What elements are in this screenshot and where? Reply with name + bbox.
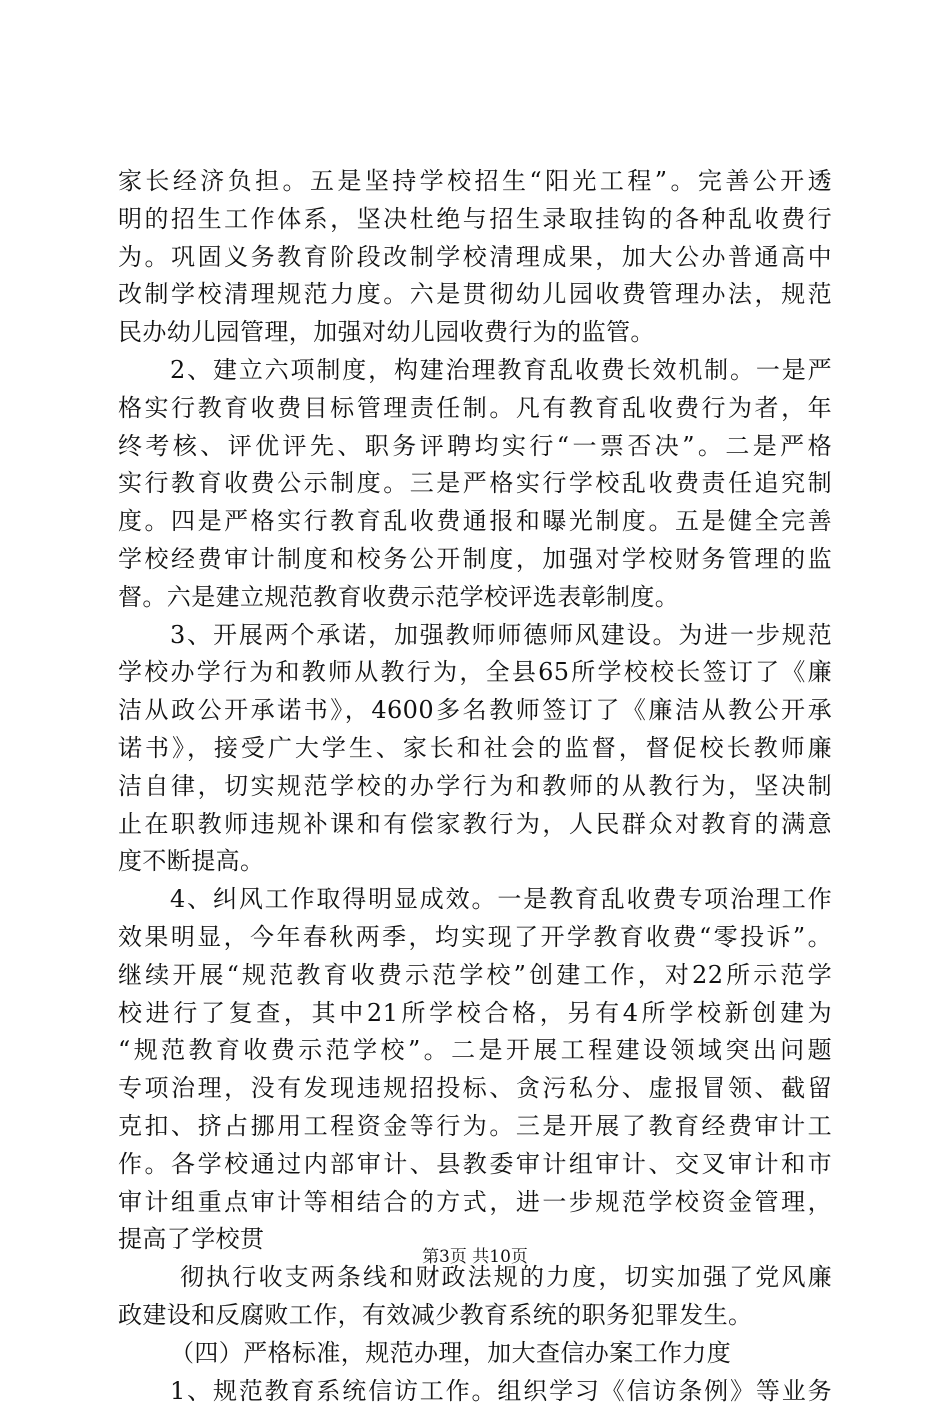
text-line: 1、规范教育系统信访工作。组织学习《信访条例》等业务 <box>118 1373 832 1410</box>
text-line: 为。巩固义务教育阶段改制学校清理成果，加大公办普通高中 <box>118 239 832 277</box>
text-line: 继续开展“规范教育收费示范学校”创建工作，对22所示范学 <box>118 957 832 995</box>
text-line: 2、建立六项制度，构建治理教育乱收费长效机制。一是严 <box>118 352 832 390</box>
document-body <box>118 163 832 1410</box>
text-line: 洁从政公开承诺书》，4600多名教师签订了《廉洁从教公开承 <box>118 692 832 730</box>
text-line: 克扣、挤占挪用工程资金等行为。三是开展了教育经费审计工 <box>118 1108 832 1146</box>
text-line: 终考核、评优评先、职务评聘均实行“一票否决”。二是严格 <box>118 428 832 466</box>
text-line: 止在职教师违规补课和有偿家教行为，人民群众对教育的满意 <box>118 806 832 844</box>
text-line: “规范教育收费示范学校”。二是开展工程建设领域突出问题 <box>118 1032 832 1070</box>
text-line: 洁自律，切实规范学校的办学行为和教师的从教行为，坚决制 <box>118 768 832 806</box>
text-line: 提高了学校贯 <box>118 1221 832 1259</box>
text-line: 作。各学校通过内部审计、县教委审计组审计、交叉审计和市 <box>118 1146 832 1184</box>
text-line: 民办幼儿园管理，加强对幼儿园收费行为的监管。 <box>118 314 832 352</box>
text-line: （四）严格标准，规范办理，加大查信办案工作力度 <box>118 1335 832 1373</box>
text-line: 专项治理，没有发现违规招投标、贪污私分、虚报冒领、截留 <box>118 1070 832 1108</box>
text-line: 政建设和反腐败工作，有效减少教育系统的职务犯罪发生。 <box>118 1297 832 1335</box>
text-line: 审计组重点审计等相结合的方式，进一步规范学校资金管理， <box>118 1184 832 1222</box>
text-line: 家长经济负担。五是坚持学校招生“阳光工程”。完善公开透 <box>118 163 832 201</box>
text-line: 彻执行收支两条线和财政法规的力度，切实加强了党风廉 <box>118 1259 832 1297</box>
text-line: 校进行了复查，其中21所学校合格，另有4所学校新创建为 <box>118 995 832 1033</box>
text-line: 度。四是严格实行教育乱收费通报和曝光制度。五是健全完善 <box>118 503 832 541</box>
text-line: 效果明显，今年春秋两季，均实现了开学教育收费“零投诉”。 <box>118 919 832 957</box>
text-line: 度不断提高。 <box>118 843 832 881</box>
text-line: 4、纠风工作取得明显成效。一是教育乱收费专项治理工作 <box>118 881 832 919</box>
text-line: 学校办学行为和教师从教行为，全县65所学校校长签订了《廉 <box>118 654 832 692</box>
text-line: 实行教育收费公示制度。三是严格实行学校乱收费责任追究制 <box>118 465 832 503</box>
page-footer: 第3页 共10页 <box>0 1242 950 1267</box>
text-line: 格实行教育收费目标管理责任制。凡有教育乱收费行为者，年 <box>118 390 832 428</box>
text-line: 明的招生工作体系，坚决杜绝与招生录取挂钩的各种乱收费行 <box>118 201 832 239</box>
text-line: 学校经费审计制度和校务公开制度，加强对学校财务管理的监 <box>118 541 832 579</box>
text-line: 3、开展两个承诺，加强教师师德师风建设。为进一步规范 <box>118 617 832 655</box>
text-line: 改制学校清理规范力度。六是贯彻幼儿园收费管理办法，规范 <box>118 276 832 314</box>
text-line: 督。六是建立规范教育收费示范学校评选表彰制度。 <box>118 579 832 617</box>
text-line: 诺书》，接受广大学生、家长和社会的监督，督促校长教师廉 <box>118 730 832 768</box>
